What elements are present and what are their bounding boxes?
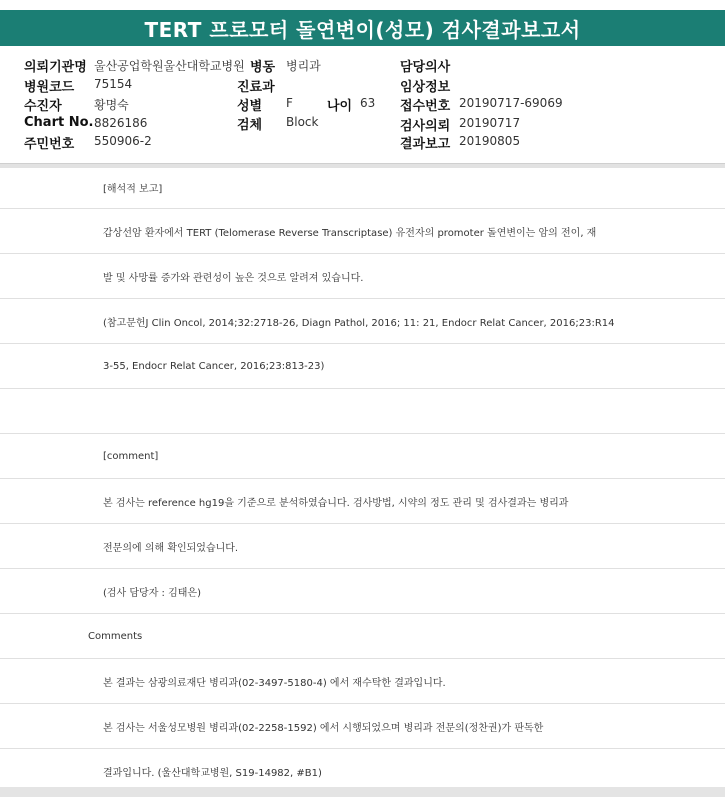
report-title: TERT 프로모터 돌연변이(성모) 검사결과보고서 bbox=[144, 17, 581, 42]
bottom-scrollbar-area bbox=[0, 787, 725, 797]
report-line bbox=[0, 167, 725, 209]
report-line bbox=[0, 209, 725, 254]
specimen-label: 검체 bbox=[237, 118, 263, 133]
report-line-text: (참고문헌J Clin Oncol, 2014;32:2718-26, Diagn Pathol, 2016; 11: 21, Endocr Relat Cancer, 2016;23:R14 bbox=[103, 317, 615, 329]
request-date-value: 20190717 bbox=[459, 116, 521, 130]
report-line bbox=[0, 344, 725, 389]
sex-value: F bbox=[286, 96, 293, 110]
clinical-info-label: 임상정보 bbox=[400, 80, 451, 95]
receipt-number-value: 20190717-69069 bbox=[459, 96, 563, 110]
rrn-value: 550906-2 bbox=[94, 134, 152, 148]
chart-number-value: 8826186 bbox=[94, 116, 148, 130]
report-line bbox=[0, 389, 725, 434]
report-line-text: 결과입니다. (울산대학교병원, S19-14982, #B1) bbox=[103, 768, 322, 779]
report-line-text: 전문의에 의해 확인되었습니다. bbox=[103, 542, 239, 554]
report-line-text: 갑상선암 환자에서 TERT (Telomerase Reverse Transcriptase) 유전자의 promoter 돌연변이는 암의 전이, 재 bbox=[103, 227, 597, 239]
request-date-label: 검사의뢰 bbox=[400, 119, 451, 134]
report-line-text: 3-55, Endocr Relat Cancer, 2016;23:813-23) bbox=[103, 360, 325, 372]
institution-label: 의뢰기관명 bbox=[24, 60, 87, 75]
specimen-value: Block bbox=[286, 115, 319, 129]
report-line-text: [해석적 보고] bbox=[103, 184, 163, 195]
receipt-number-label: 접수번호 bbox=[400, 99, 451, 114]
report-line bbox=[0, 614, 725, 659]
ward-value: 병리과 bbox=[286, 59, 321, 73]
hospital-code-label: 병원코드 bbox=[24, 80, 75, 95]
report-line-text: [comment] bbox=[103, 450, 159, 462]
age-label: 나이 bbox=[327, 99, 353, 114]
institution-value: 울산공업학원울산대학교병원 bbox=[94, 59, 245, 73]
report-line bbox=[0, 299, 725, 344]
rrn-label: 주민번호 bbox=[24, 137, 75, 152]
patient-label: 수진자 bbox=[24, 99, 62, 114]
ward-label: 병동 bbox=[250, 60, 276, 75]
patient-info-section bbox=[0, 52, 725, 166]
age-value: 63 bbox=[360, 96, 376, 110]
report-title-bar bbox=[0, 10, 725, 46]
report-line-text: 본 검사는 reference hg19을 기준으로 분석하였습니다. 검사방법, 시약의 정도 관리 및 검사결과는 병리과 bbox=[103, 497, 569, 509]
report-body bbox=[0, 167, 725, 794]
chart-number-label: Chart No. bbox=[24, 115, 94, 130]
report-line bbox=[0, 524, 725, 569]
report-line bbox=[0, 659, 725, 704]
patient-value: 황명숙 bbox=[94, 98, 129, 112]
report-line-text: 본 결과는 삼광의료재단 병리과(02-3497-5180-4) 에서 재수탁한 결과입니다. bbox=[103, 677, 446, 689]
report-line bbox=[0, 704, 725, 749]
department-label: 진료과 bbox=[237, 80, 275, 95]
report-line-text: (검사 담당자 : 김태은) bbox=[103, 587, 201, 599]
report-line bbox=[0, 434, 725, 479]
hospital-code-value: 75154 bbox=[94, 77, 133, 91]
sex-label: 성별 bbox=[237, 99, 263, 114]
report-line-text: Comments bbox=[88, 630, 143, 642]
report-line-text: 본 검사는 서울성모병원 병리과(02-2258-1592) 에서 시행되었으며 병리과 전문의(정찬권)가 판독한 bbox=[103, 722, 544, 734]
report-line bbox=[0, 254, 725, 299]
doctor-label: 담당의사 bbox=[400, 60, 451, 75]
report-line-text: 발 및 사망률 증가와 관련성이 높은 것으로 알려져 있습니다. bbox=[103, 272, 364, 284]
report-date-value: 20190805 bbox=[459, 134, 521, 148]
report-line bbox=[0, 479, 725, 524]
report-line bbox=[0, 569, 725, 614]
report-date-label: 결과보고 bbox=[400, 137, 451, 152]
